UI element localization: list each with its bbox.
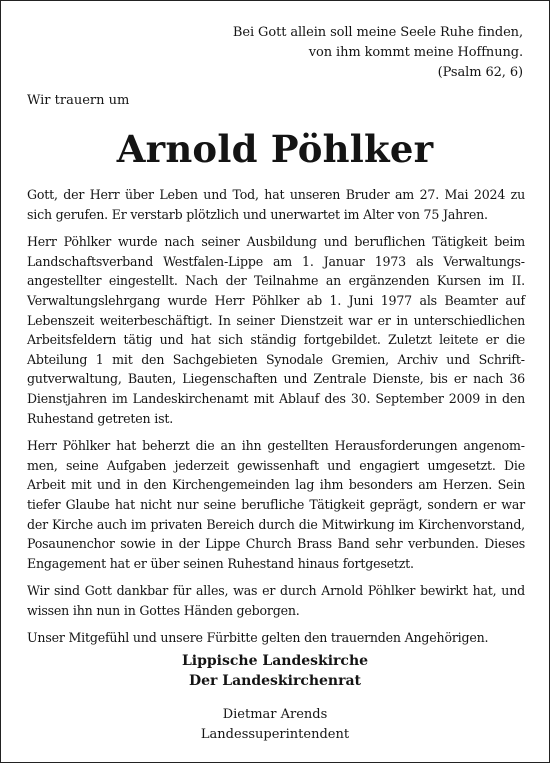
signature-person xyxy=(1,705,549,745)
obituary-body xyxy=(27,185,525,656)
paragraph: Gott, der Herr über Leben und Tod, hat unseren Bruder am 27. Mai 2024 zu sich gerufen. Er verstarb plötzlich und unerwartet im Alter von 75 Jahren. xyxy=(27,187,525,222)
paragraph: Herr Pöhlker hat beherzt die an ihn gestellten Herausforderungen angenommen, seine Aufgaben jederzeit gewissenhaft und engagiert umgesetzt. Die Arbeit mit und in den Kirchengemeinden lag ihm besonders am Herzen. Sein tiefer Glaube hat nicht nur seine berufliche Tätigkeit geprägt, sondern er war der Kirche auch im privaten Bereich durch die Mitwirkung im Kirchenvorstand, Posaunenchor sowie in der Lippe Church Brass Band sehr verbunden. Dieses Engagement hat er über seinen Ruhestand hinaus fortgesetzt. xyxy=(27,438,525,571)
deceased-name: Arnold Pöhlker xyxy=(116,127,434,171)
organization-body: Der Landeskirchenrat xyxy=(188,673,362,689)
signer-title: Landessuperintendent xyxy=(200,727,350,742)
signature-organization xyxy=(1,651,549,691)
quote-line: Bei Gott allein soll meine Seele Ruhe finden, xyxy=(232,25,523,40)
intro-text: Wir trauern um xyxy=(27,93,130,108)
signer-name: Dietmar Arends xyxy=(222,707,328,722)
organization-name: Lippische Landeskirche xyxy=(181,653,369,669)
paragraph: Unser Mitgefühl und unsere Fürbitte gelten den trauernden Angehörigen. xyxy=(27,630,489,646)
paragraph: Herr Pöhlker wurde nach seiner Ausbildung und beruflichen Tätigkeit beim Landschaftsverband Westfalen-Lippe am 1. Januar 1973 als Verwaltungsangestellter eingestellt. Nach der Teilnahme an ergänzenden Kursen im II. Verwaltungslehrgang wurde Herr Pöhlker ab 1. Juni 1977 als Beamter auf Lebenszeit weiterbeschäftigt. In seiner Dienstzeit war er in unterschiedlichen Arbeitsfeldern tätig und hat sich ständig fortgebildet. Zuletzt leitete er die Abteilung 1 mit den Sachgebieten Synodale Gremien, Archiv und Schriftgutverwaltung, Bauten, Liegenschaften und Zentrale Dienste, bis er nach 36 Dienstjahren im Landeskirchenamt mit Ablauf des 30. September 2009 in den Ruhestand getreten ist. xyxy=(27,234,525,426)
paragraph: Wir sind Gott dankbar für alles, was er durch Arnold Pöhlker bewirkt hat, und wissen ihn nun in Gottes Händen geborgen. xyxy=(27,583,525,618)
bible-quote xyxy=(233,23,523,83)
quote-reference: (Psalm 62, 6) xyxy=(437,65,523,80)
quote-line: von ihm kommt meine Hoffnung. xyxy=(308,45,523,60)
